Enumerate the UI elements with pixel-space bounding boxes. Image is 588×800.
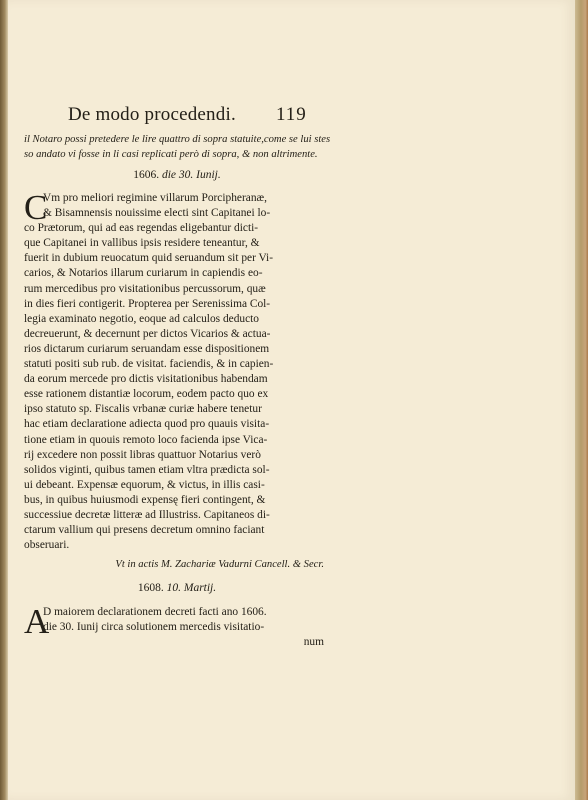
- text-line: obseruari.: [24, 539, 70, 552]
- catchword: num: [303, 636, 324, 649]
- decree-2-date: [24, 581, 324, 596]
- text-line: solidos viginti, quibus tamen etiam vltra prædicta sol-: [24, 463, 270, 476]
- decree-1-date-day: die 30. Iunij.: [161, 169, 221, 181]
- book-page: [8, 0, 575, 800]
- running-header: [24, 104, 324, 128]
- text-line: in dies fieri contigerit. Propterea per Serenissima Col-: [24, 297, 271, 310]
- text-line: rios dictarum curiarum seruandam esse dispositionem: [24, 342, 270, 355]
- text-line: bus, in quibus huiusmodi expensę fieri contingent, &: [24, 493, 266, 506]
- text-line: que Capitanei in vallibus ipsis residere teneantur, &: [24, 237, 260, 250]
- drop-cap-letter: A: [24, 602, 50, 642]
- text-line: die 30. Iunij circa solutionem mercedis visitatio-: [43, 621, 265, 634]
- text-line: successiue decretæ litteræ ad Illustriss. Capitaneos di-: [24, 508, 270, 521]
- drop-cap-letter: C: [24, 188, 48, 227]
- text-line: esse rationem distantiæ locorum, eodem pacto quo ex: [24, 388, 269, 401]
- text-line: hac etiam declaratione adiecta quod pro quauis visita-: [24, 418, 270, 431]
- decree-1-attestation: Vt in actis M. Zachariæ Vadurni Cancell. & Secr.: [115, 559, 324, 571]
- text-line: fuerit in dubium reuocatum quid seruandum sit per Vi-: [24, 252, 274, 265]
- text-block: [24, 104, 331, 651]
- text-line: decreuerunt, & decernunt per dictos Vicarios & actua-: [24, 327, 271, 340]
- book-spine-shadow: [0, 0, 8, 800]
- text-line: rum mercedibus pro visitationibus percussorum, quæ: [24, 282, 266, 295]
- text-line: & Bisamnensis nouissime electi sint Capitanei lo-: [43, 207, 271, 220]
- text-line: Vm pro meliori regimine villarum Porcipheranæ,: [43, 192, 267, 204]
- page-number: 119: [276, 104, 307, 125]
- text-line: carios, & Notarios illarum curiarum in capiendis eo-: [24, 267, 263, 280]
- decree-2-date-year: 1608.: [137, 582, 164, 595]
- page-fore-edge: [575, 0, 588, 800]
- text-line: da eorum mercede pro dictis visitationibus habendam: [24, 373, 268, 386]
- intro-note: [24, 132, 331, 162]
- text-line: ipso statuto sp. Fiscalis vrbanæ curiæ habere tenetur: [24, 403, 262, 416]
- text-line: D maiorem declarationem decreti facti ano 1606.: [43, 606, 267, 619]
- decree-1-date: [24, 168, 324, 183]
- decree-1-date-year: 1606.: [133, 169, 160, 181]
- intro-note-line: so andato vi fosse in li casi replicati però di sopra, & non altrimente.: [24, 149, 318, 160]
- decree-1-body: [24, 188, 324, 553]
- running-title: De modo procedendi.: [68, 104, 236, 125]
- text-line: tione etiam in quouis remoto loco facienda ipse Vica-: [24, 433, 268, 446]
- text-line: legia examinato negotio, eoque ad calculos deducto: [24, 312, 260, 325]
- text-line: statuti positi sub rub. de visitat. faciendis, & in capien-: [24, 358, 274, 371]
- text-line: rij excedere non possit libras quattuor Notarius verò: [24, 448, 261, 461]
- text-line: ctarum vallium qui presens decretum omnino faciant: [24, 524, 265, 537]
- decree-2-date-day: 10. Martij.: [166, 582, 217, 595]
- text-line: ui debeant. Expensæ equorum, & victus, in illis casi-: [24, 478, 265, 491]
- text-line: co Prætorum, qui ad eas regendas eligebantur dicti-: [24, 222, 259, 235]
- decree-2-body: [24, 602, 324, 650]
- intro-note-line: il Notaro possi pretedere le lire quattro di sopra statuite,come se lui stes: [24, 134, 331, 145]
